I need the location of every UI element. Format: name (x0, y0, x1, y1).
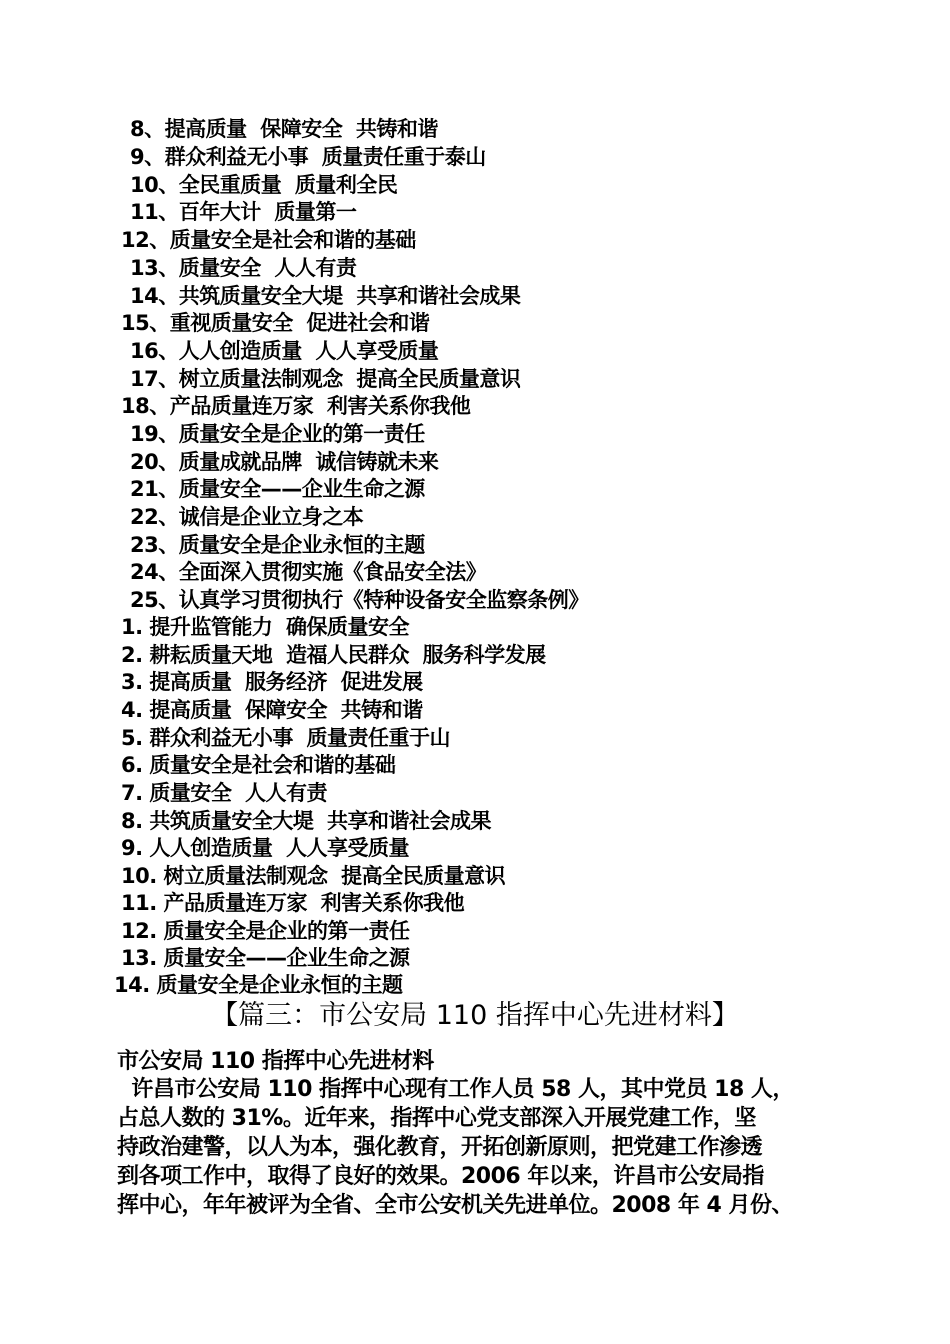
list-item: 23、质量安全是企业永恒的主题 (130, 533, 425, 557)
list-item: 18、产品质量连万家 利害关系你我他 (121, 394, 471, 418)
list-item: 10. 树立质量法制观念 提高全民质量意识 (121, 864, 506, 888)
list-item: 25、认真学习贯彻执行《特种设备安全监察条例》 (130, 588, 589, 612)
article-line: 持政治建警，以人为本，强化教育，开拓创新原则，把党建工作渗透 (117, 1135, 763, 1160)
list-item: 17、树立质量法制观念 提高全民质量意识 (130, 367, 521, 391)
article-line: 到各项工作中，取得了良好的效果。2006 年以来，许昌市公安局指 (117, 1164, 764, 1189)
list-item: 16、人人创造质量 人人享受质量 (130, 339, 439, 363)
article-line: 许昌市公安局 110 指挥中心现有工作人员 58 人，其中党员 18 人， (117, 1077, 794, 1102)
list-item: 21、质量安全——企业生命之源 (130, 477, 425, 501)
list-item: 1. 提升监管能力 确保质量安全 (121, 615, 410, 639)
list-item: 24、全面深入贯彻实施《食品安全法》 (130, 560, 487, 584)
list-item: 13. 质量安全——企业生命之源 (121, 946, 410, 970)
list-item: 12、质量安全是社会和谐的基础 (121, 228, 416, 252)
list-item: 14、共筑质量安全大堤 共享和谐社会成果 (130, 284, 521, 308)
list-item: 10、全民重质量 质量利全民 (130, 173, 398, 197)
list-item: 3. 提高质量 服务经济 促进发展 (121, 670, 423, 694)
list-item: 19、质量安全是企业的第一责任 (130, 422, 425, 446)
list-item: 4. 提高质量 保障安全 共铸和谐 (121, 698, 423, 722)
list-item: 11. 产品质量连万家 利害关系你我他 (121, 891, 465, 915)
list-item: 15、重视质量安全 促进社会和谐 (121, 311, 430, 335)
list-item: 22、诚信是企业立身之本 (130, 505, 364, 529)
list-item: 9. 人人创造质量 人人享受质量 (121, 836, 410, 860)
list-item: 9、群众利益无小事 质量责任重于泰山 (130, 145, 486, 169)
article-line: 挥中心，年年被评为全省、全市公安机关先进单位。2008 年 4 月份、 (117, 1193, 794, 1218)
list-item: 12. 质量安全是企业的第一责任 (121, 919, 410, 943)
list-item: 13、质量安全 人人有责 (130, 256, 357, 280)
section-heading: 【篇三：市公安局 110 指挥中心先进材料】 (211, 1000, 739, 1031)
article-title: 市公安局 110 指挥中心先进材料 (117, 1049, 434, 1074)
list-item: 5. 群众利益无小事 质量责任重于山 (121, 726, 451, 750)
list-item: 7. 质量安全 人人有责 (121, 781, 328, 805)
list-item: 2. 耕耘质量天地 造福人民群众 服务科学发展 (121, 643, 546, 667)
list-item: 20、质量成就品牌 诚信铸就未来 (130, 450, 439, 474)
article-line: 占总人数的 31%。近年来，指挥中心党支部深入开展党建工作，坚 (117, 1106, 756, 1131)
list-item: 8. 共筑质量安全大堤 共享和谐社会成果 (121, 809, 492, 833)
list-item: 6. 质量安全是社会和谐的基础 (121, 753, 396, 777)
list-item: 14. 质量安全是企业永恒的主题 (114, 973, 403, 997)
list-item: 11、百年大计 质量第一 (130, 200, 357, 224)
list-item: 8、提高质量 保障安全 共铸和谐 (130, 117, 438, 141)
